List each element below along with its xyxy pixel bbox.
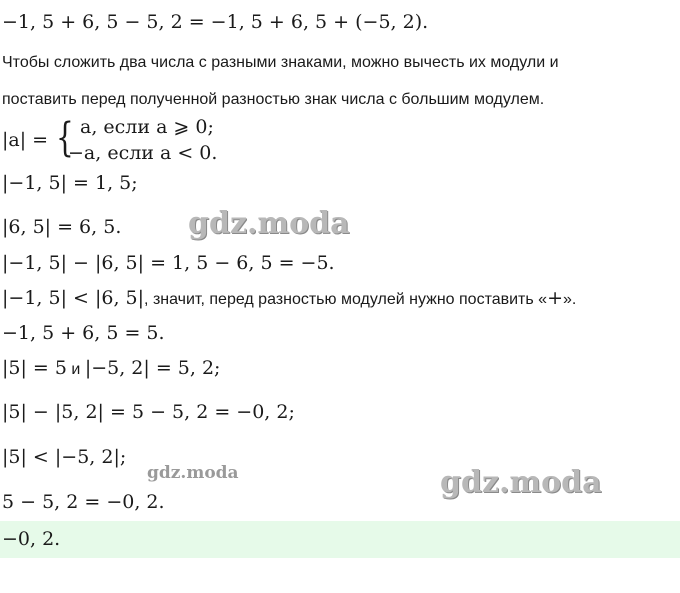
equation-line-1: −1, 5 + 6, 5 − 5, 2 = −1, 5 + 6, 5 + (−5, 2). xyxy=(2,11,429,33)
explanation-line-1: Чтобы сложить два числа с разными знаками, можно вычесть их модули и xyxy=(2,54,559,71)
left-brace: { xyxy=(56,115,74,161)
abs-five: |5| = 5 xyxy=(2,357,67,379)
watermark-logo-small: gdz.moda xyxy=(147,463,239,483)
equation-line-12: |5| < |−5, 2|; xyxy=(2,446,127,468)
abs-minus-five-two: |−5, 2| = 5, 2; xyxy=(84,357,221,379)
equation-line-7: |−1, 5| − |6, 5| = 1, 5 − 6, 5 = −5. xyxy=(2,252,335,274)
plus-sign: + xyxy=(547,287,563,309)
conjunction-and: и xyxy=(66,361,85,378)
case-negative: −a, если a < 0. xyxy=(68,142,218,164)
watermark-logo: gdz.moda xyxy=(440,465,602,500)
equation-line-5: |−1, 5| = 1, 5; xyxy=(2,172,138,194)
equation-line-10 xyxy=(2,357,220,379)
comparison-end: ». xyxy=(562,291,577,308)
equation-line-11: |5| − |5, 2| = 5 − 5, 2 = −0, 2; xyxy=(2,401,295,423)
absolute-value-definition xyxy=(2,112,302,168)
equation-line-9: −1, 5 + 6, 5 = 5. xyxy=(2,322,165,344)
equation-line-13: 5 − 5, 2 = −0, 2. xyxy=(2,491,165,513)
watermark-logo: gdz.moda xyxy=(188,206,350,241)
explanation-line-2: поставить перед полученной разностью знак числа с большим модулем. xyxy=(2,91,545,108)
absolute-value-lhs: |a| = xyxy=(2,129,49,151)
comparison-text: , значит, перед разностью модулей нужно поставить « xyxy=(144,291,548,308)
comparison-line xyxy=(2,287,576,309)
answer-highlight xyxy=(0,521,680,558)
answer-value: −0, 2. xyxy=(2,528,61,550)
case-positive: a, если a ⩾ 0; xyxy=(80,116,214,138)
equation-line-6: |6, 5| = 6, 5. xyxy=(2,216,122,238)
comparison-math: |−1, 5| < |6, 5| xyxy=(2,287,145,309)
